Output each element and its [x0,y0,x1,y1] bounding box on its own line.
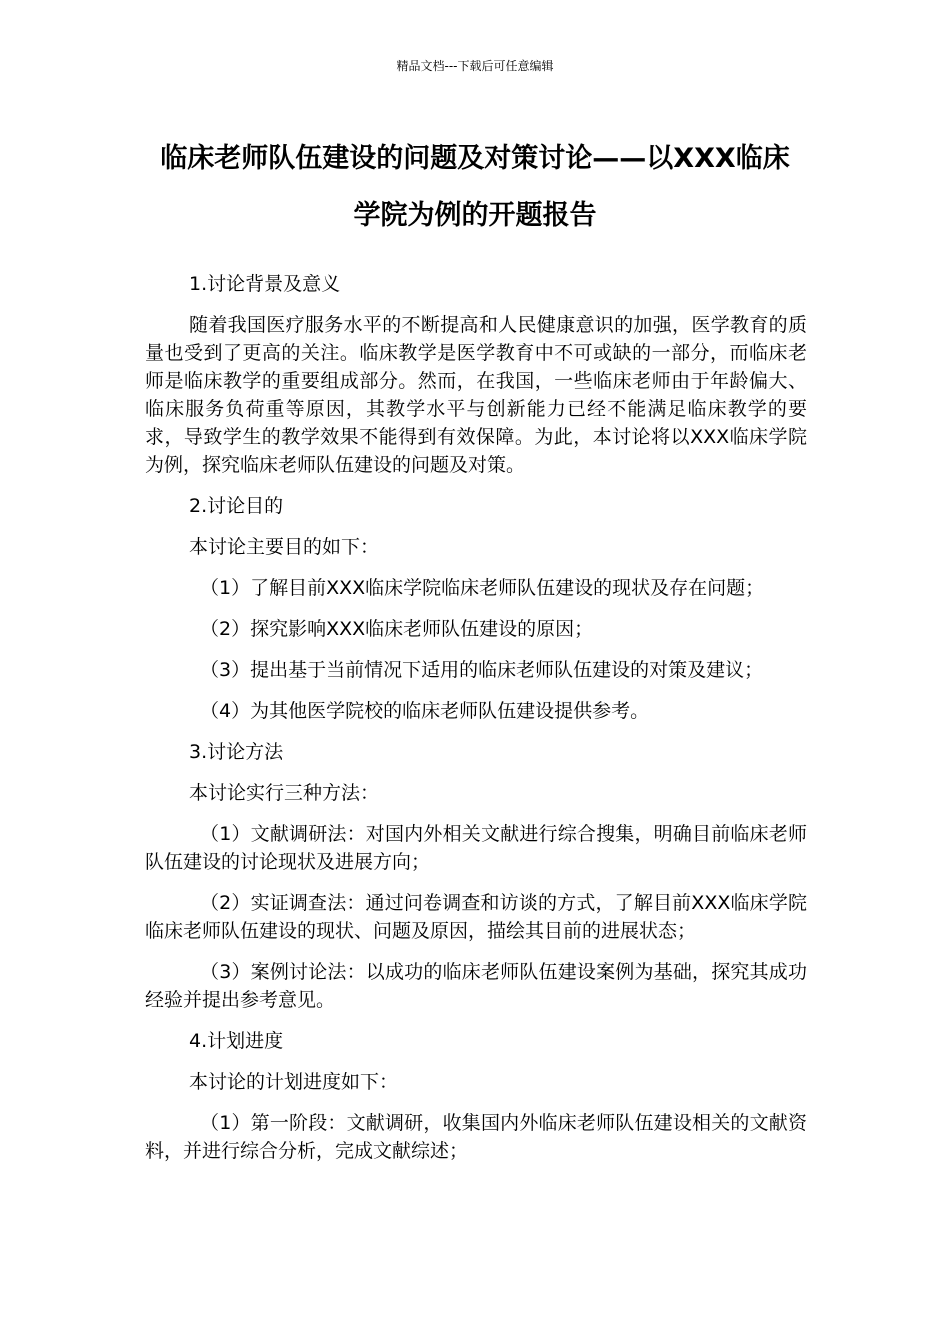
document-body [145,270,807,1178]
purpose-item-1: （1）了解目前XXX临床学院临床老师队伍建设的现状及存在问题； [200,577,765,599]
background-paragraph: 随着我国医疗服务水平的不断提高和人民健康意识的加强，医学教育的质量也受到了更高的关注。临床教学是医学教育中不可或缺的一部分，而临床老师是临床教学的重要组成部分。然而，在我国，一些临床老师由于年龄偏大、临床服务负荷重等原因，其教学水平与创新能力已经不能满足临床教学的要求，导致学生的教学效果不能得到有效保障。为此，本讨论将以XXX临床学院为例，探究临床老师队伍建设的问题及对策。 [145,314,807,476]
method-item-3: （3）案例讨论法：以成功的临床老师队伍建设案例为基础，探究其成功经验并提出参考意见。 [145,961,807,1011]
section-heading-background: 1.讨论背景及意义 [189,273,341,295]
purpose-item-4: （4）为其他医学院校的临床老师队伍建设提供参考。 [200,700,650,722]
purpose-intro: 本讨论主要目的如下： [189,536,380,558]
section-heading-schedule: 4.计划进度 [189,1030,284,1052]
page-header: 精品文档---下载后可任意编辑 [396,59,554,73]
method-item-2: （2）实证调查法：通过问卷调查和访谈的方式，了解目前XXX临床学院临床老师队伍建设的现状、问题及原因，描绘其目前的进展状态； [145,892,807,942]
section-heading-methods: 3.讨论方法 [189,741,284,763]
purpose-item-2: （2）探究影响XXX临床老师队伍建设的原因； [200,618,594,640]
schedule-intro: 本讨论的计划进度如下： [189,1071,399,1093]
schedule-item-1: （1）第一阶段：文献调研，收集国内外临床老师队伍建设相关的文献资料，并进行综合分析，完成文献综述； [145,1112,807,1162]
method-item-1: （1）文献调研法：对国内外相关文献进行综合搜集，明确目前临床老师队伍建设的讨论现状及进展方向； [145,823,807,873]
methods-intro: 本讨论实行三种方法： [189,782,380,804]
section-heading-purpose: 2.讨论目的 [189,495,284,517]
document-title: 临床老师队伍建设的问题及对策讨论——以XXX临床学院为例的开题报告 [160,143,790,231]
purpose-item-3: （3）提出基于当前情况下适用的临床老师队伍建设的对策及建议； [200,659,764,681]
